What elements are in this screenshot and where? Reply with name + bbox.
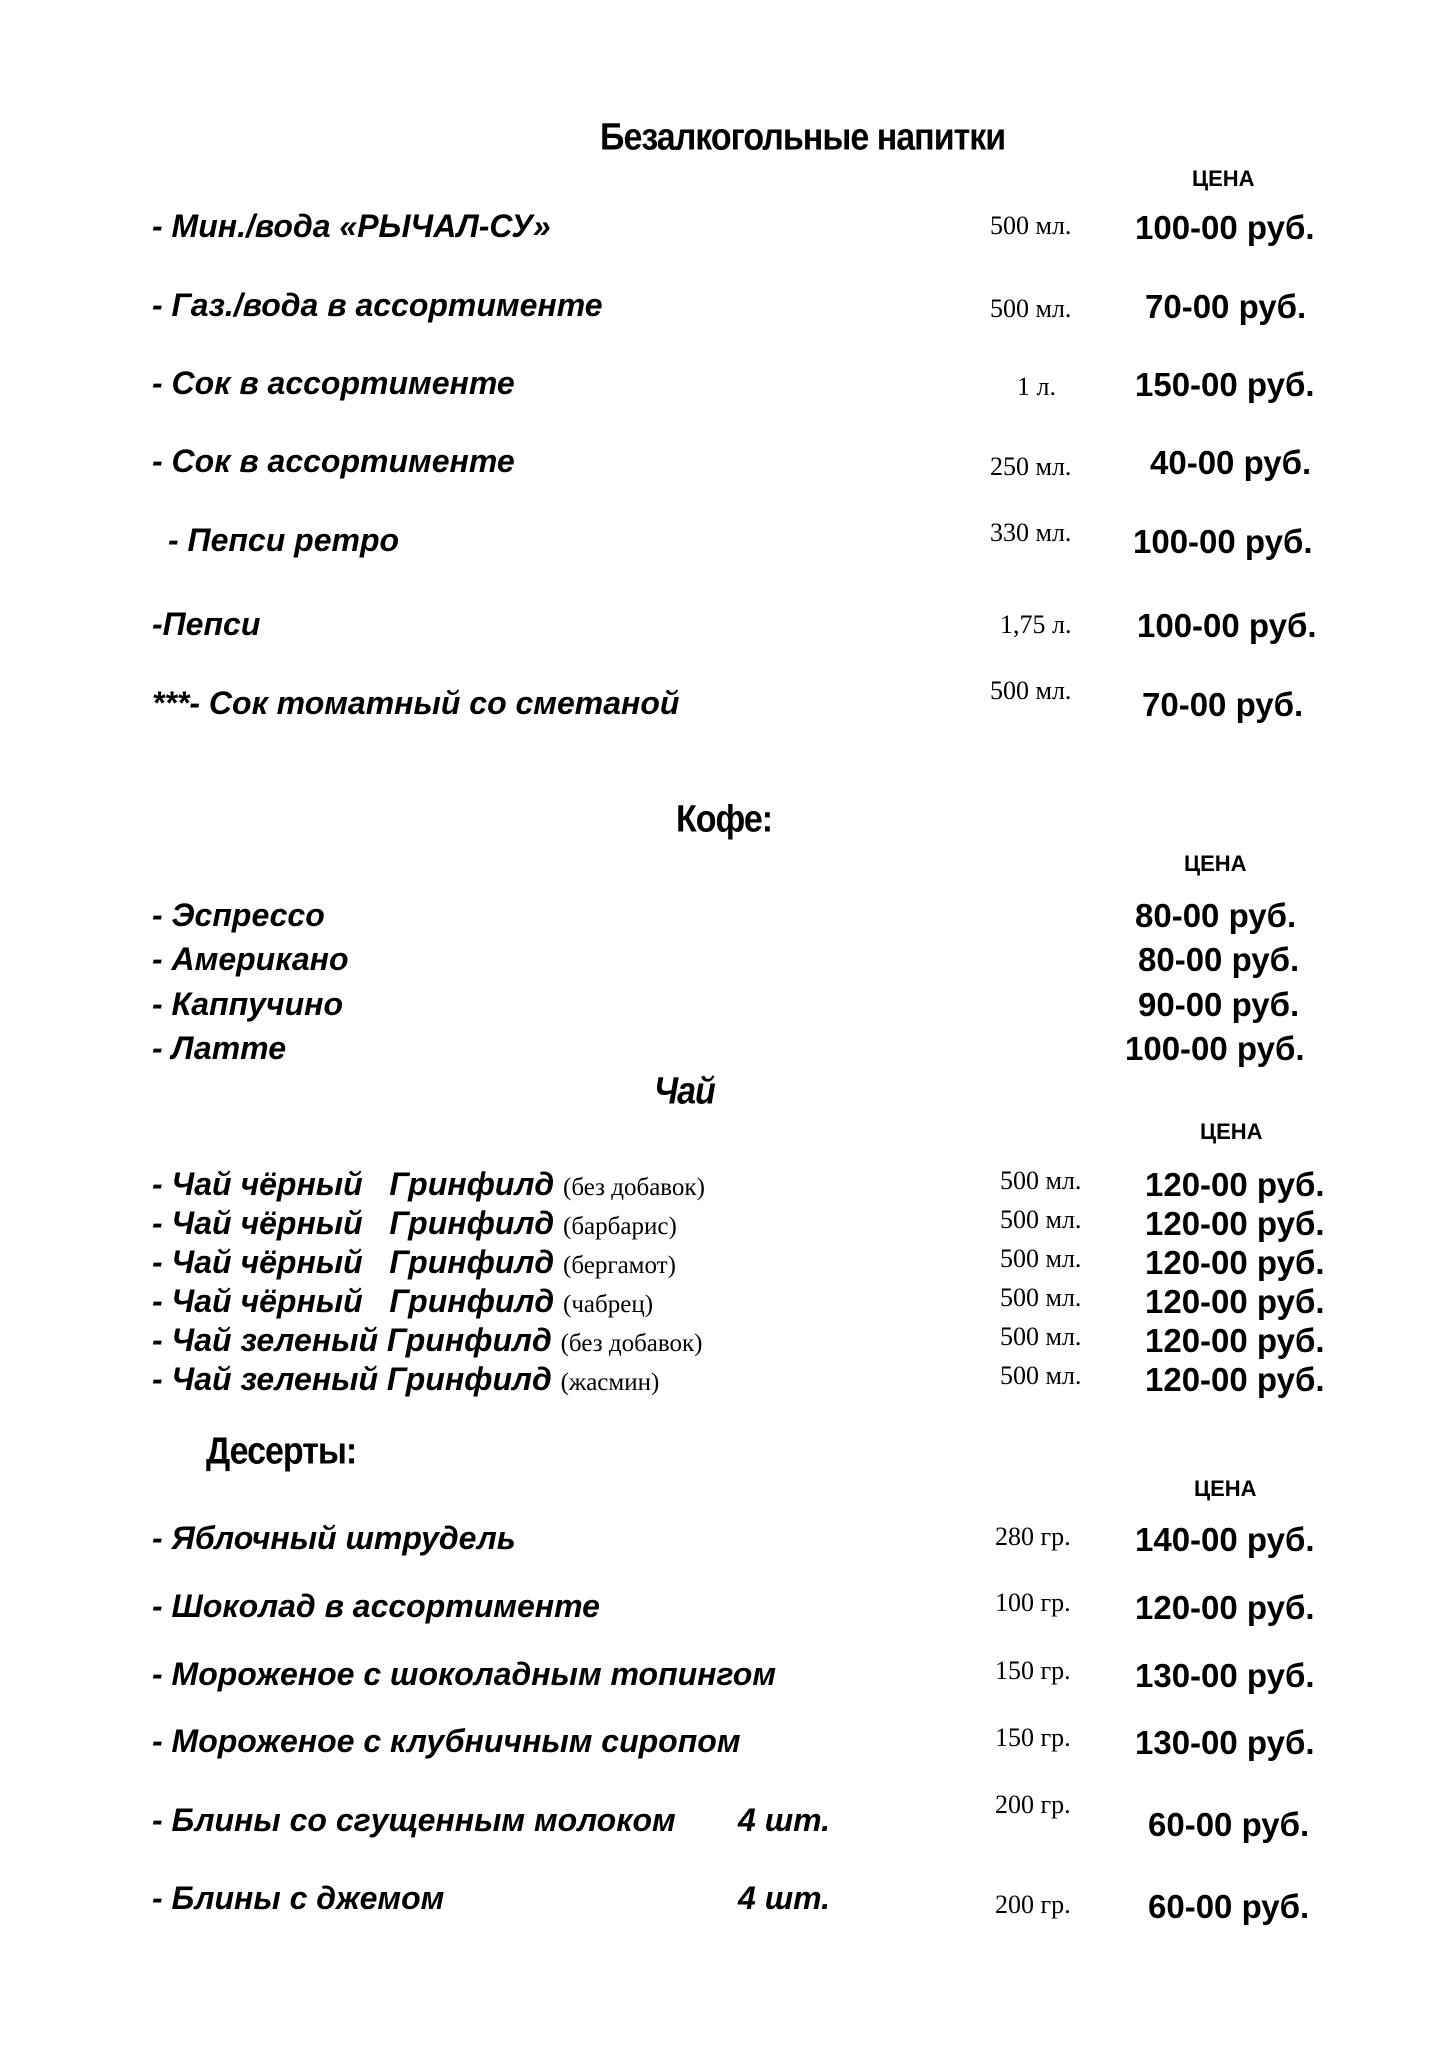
item-price: 140-00 руб. xyxy=(1135,1521,1315,1558)
item-price: 80-00 руб. xyxy=(1138,941,1300,978)
tea-price-header: ЦЕНА xyxy=(1200,1119,1263,1144)
item-price: 150-00 руб. xyxy=(1135,366,1315,403)
item-price: 100-00 руб. xyxy=(1137,607,1317,644)
item-name: - Шоколад в ассортименте xyxy=(152,1588,600,1624)
item-volume: 500 мл. xyxy=(990,676,1072,705)
item-name: - Латте xyxy=(152,1030,286,1066)
desserts-section-title: Десерты: xyxy=(206,1429,357,1473)
drinks-price-header: ЦЕНА xyxy=(1192,166,1255,191)
item-price: 60-00 руб. xyxy=(1148,1888,1310,1925)
item-name: - Чай чёрный Гринфилд (бергамот) xyxy=(152,1244,676,1280)
item-price: 120-00 руб. xyxy=(1145,1322,1325,1359)
item-price: 100-00 руб. xyxy=(1133,523,1313,560)
item-name: - Чай чёрный Гринфилд (без добавок) xyxy=(152,1166,705,1202)
item-note: (жасмин) xyxy=(560,1369,660,1396)
coffee-section-title: Кофе: xyxy=(676,797,773,841)
tea-section-title: Чай xyxy=(654,1069,715,1113)
item-name: - Яблочный штрудель xyxy=(152,1520,516,1556)
item-name: - Эспрессо xyxy=(152,897,325,933)
item-price: 60-00 руб. xyxy=(1148,1806,1310,1843)
item-price: 70-00 руб. xyxy=(1142,686,1304,723)
item-price: 40-00 руб. xyxy=(1150,444,1312,481)
item-name: - Блины с джемом xyxy=(152,1880,445,1916)
item-volume: 500 мл. xyxy=(990,294,1072,323)
item-price: 120-00 руб. xyxy=(1145,1205,1325,1242)
item-name: - Мин./вода «РЫЧАЛ-СУ» xyxy=(152,208,551,244)
item-volume: 500 мл. xyxy=(1000,1361,1082,1390)
item-volume: 500 мл. xyxy=(1000,1283,1082,1312)
item-volume: 500 мл. xyxy=(1000,1244,1082,1273)
item-weight: 200 гр. xyxy=(995,1790,1071,1819)
item-name: - Каппучино xyxy=(152,986,343,1022)
item-weight: 280 гр. xyxy=(995,1522,1071,1551)
item-name: - Мороженое с шоколадным топингом xyxy=(152,1656,776,1692)
item-volume: 500 мл. xyxy=(1000,1166,1082,1195)
item-name: - Чай зеленый Гринфилд (без добавок) xyxy=(152,1322,703,1358)
desserts-price-header: ЦЕНА xyxy=(1194,1476,1257,1501)
item-price: 100-00 руб. xyxy=(1125,1030,1305,1067)
item-volume: 500 мл. xyxy=(990,211,1072,240)
item-volume: 250 мл. xyxy=(990,452,1072,481)
item-price: 120-00 руб. xyxy=(1135,1589,1315,1626)
drinks-section-title: Безалкогольные напитки xyxy=(600,115,1006,159)
item-volume: 1 л. xyxy=(1017,372,1056,401)
item-price: 130-00 руб. xyxy=(1135,1724,1315,1761)
item-volume: 330 мл. xyxy=(990,518,1072,547)
item-price: 70-00 руб. xyxy=(1145,288,1307,325)
item-note: (без добавок) xyxy=(563,1174,705,1201)
item-price: 120-00 руб. xyxy=(1145,1166,1325,1203)
item-name: - Блины со сгущенным молоком xyxy=(152,1802,676,1838)
item-name: - Чай чёрный Гринфилд (чабрец) xyxy=(152,1283,654,1319)
item-name: - Мороженое с клубничным сиропом xyxy=(152,1723,741,1759)
item-note: (чабрец) xyxy=(563,1291,654,1318)
item-name: - Сок в ассортименте xyxy=(152,365,515,401)
item-price: 120-00 руб. xyxy=(1145,1283,1325,1320)
item-price: 120-00 руб. xyxy=(1145,1361,1325,1398)
item-name: -Пепси xyxy=(152,606,261,642)
item-note: (бергамот) xyxy=(563,1252,676,1279)
item-volume: 1,75 л. xyxy=(1000,610,1072,639)
item-name: ***- Сок томатный со сметаной xyxy=(152,685,680,721)
item-name: - Пепси ретро xyxy=(168,522,400,558)
coffee-price-header: ЦЕНА xyxy=(1184,851,1247,876)
item-price: 130-00 руб. xyxy=(1135,1657,1315,1694)
item-price: 120-00 руб. xyxy=(1145,1244,1325,1281)
item-price: 80-00 руб. xyxy=(1135,897,1297,934)
item-name: - Американо xyxy=(152,941,349,977)
item-count: 4 шт. xyxy=(738,1880,831,1916)
item-weight: 200 гр. xyxy=(995,1890,1071,1919)
item-name: - Чай чёрный Гринфилд (барбарис) xyxy=(152,1205,677,1241)
item-weight: 150 гр. xyxy=(995,1723,1071,1752)
item-price: 90-00 руб. xyxy=(1138,986,1300,1023)
item-note: (без добавок) xyxy=(560,1330,703,1357)
item-weight: 100 гр. xyxy=(995,1588,1071,1617)
item-name: - Сок в ассортименте xyxy=(152,443,515,479)
item-volume: 500 мл. xyxy=(1000,1322,1082,1351)
item-name: - Газ./вода в ассортименте xyxy=(152,287,603,323)
item-volume: 500 мл. xyxy=(1000,1205,1082,1234)
item-price: 100-00 руб. xyxy=(1135,209,1315,246)
item-weight: 150 гр. xyxy=(995,1656,1071,1685)
item-count: 4 шт. xyxy=(738,1802,831,1838)
item-name: - Чай зеленый Гринфилд (жасмин) xyxy=(152,1361,660,1397)
item-note: (барбарис) xyxy=(563,1213,677,1240)
